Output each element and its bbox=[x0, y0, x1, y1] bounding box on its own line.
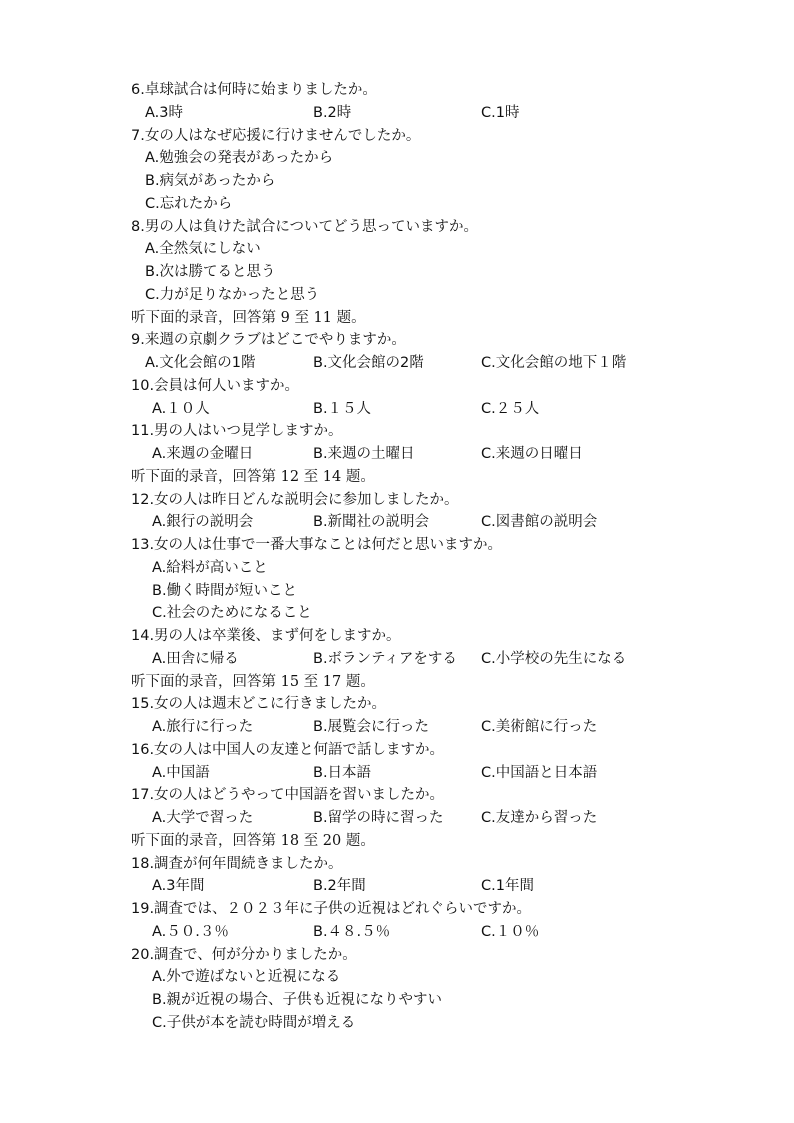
option-9-b: B.文化会館の2階 bbox=[313, 355, 424, 371]
question-13-text: 13.女の人は仕事で一番大事なことは何だと思いますか。 bbox=[131, 537, 503, 553]
option-10-b: B.１５人 bbox=[313, 400, 372, 417]
option-8-a: A.全然気にしない bbox=[145, 241, 261, 258]
option-18-c: C.1年間 bbox=[481, 878, 534, 895]
question-15-options bbox=[0, 716, 794, 739]
question-20 bbox=[0, 944, 794, 967]
option-7-c-line bbox=[0, 193, 794, 216]
option-16-c: C.中国語と日本語 bbox=[481, 764, 598, 781]
question-17-text: 17.女の人はどうやって中国語を習いましたか。 bbox=[131, 787, 445, 804]
question-7 bbox=[0, 125, 794, 148]
question-6 bbox=[0, 79, 794, 102]
option-19-c: C.１０％ bbox=[481, 923, 540, 940]
question-16-text: 16.女の人は中国人の友達と何語で話しますか。 bbox=[131, 741, 445, 758]
option-15-b: B.展覧会に行った bbox=[313, 719, 430, 735]
option-13-a-line bbox=[0, 557, 794, 580]
question-6-options bbox=[0, 102, 794, 125]
question-16 bbox=[0, 739, 794, 762]
option-14-c: C.小学校の先生になる bbox=[481, 650, 627, 667]
question-11-text: 11.男の人はいつ見学しますか。 bbox=[131, 423, 343, 440]
option-17-c: C.友達から習った bbox=[481, 810, 598, 826]
question-14 bbox=[0, 625, 794, 648]
option-11-a: A.来週の金曜日 bbox=[152, 446, 254, 462]
option-18-b: B.2年間 bbox=[313, 878, 366, 895]
question-7-text: 7.女の人はなぜ応援に行けませんでしたか。 bbox=[131, 127, 421, 144]
section-heading-12-14 bbox=[0, 466, 794, 489]
question-17 bbox=[0, 784, 794, 807]
option-20-b-line bbox=[0, 989, 794, 1012]
option-18-a: A.3年間 bbox=[152, 878, 205, 895]
section-heading-18-20 bbox=[0, 830, 794, 853]
section-heading-15-17 bbox=[0, 671, 794, 694]
option-7-a-line bbox=[0, 147, 794, 170]
option-12-b: B.新聞社の説明会 bbox=[313, 514, 430, 531]
option-13-c: C.社会のためになること bbox=[152, 605, 312, 622]
section-heading-12-14-text: 听下面的录音，回答第 12 至 14 题。 bbox=[131, 468, 375, 485]
option-6-c: C.1時 bbox=[481, 104, 520, 121]
question-15-text: 15.女の人は週末どこに行きましたか。 bbox=[131, 696, 387, 713]
option-10-a: A.１０人 bbox=[152, 400, 210, 417]
option-13-b: B.働く時間が短いこと bbox=[152, 582, 298, 599]
option-8-c-line bbox=[0, 284, 794, 307]
option-7-a: A.勉強会の発表があったから bbox=[145, 150, 334, 167]
question-19-options bbox=[0, 921, 794, 944]
option-20-a-line bbox=[0, 966, 794, 989]
question-9 bbox=[0, 329, 794, 352]
option-12-a: A.銀行の説明会 bbox=[152, 514, 254, 531]
question-14-text: 14.男の人は卒業後、まず何をしますか。 bbox=[131, 628, 401, 644]
question-6-text: 6.卓球試合は何時に始まりましたか。 bbox=[131, 82, 377, 98]
option-20-c: C.子供が本を読む時間が増える bbox=[152, 1014, 356, 1031]
question-10 bbox=[0, 375, 794, 398]
question-14-options bbox=[0, 648, 794, 671]
option-19-a: A.５０.３％ bbox=[152, 923, 229, 940]
option-19-b: B.４８.５％ bbox=[313, 923, 391, 940]
option-7-c: C.忘れたから bbox=[145, 195, 233, 212]
question-19 bbox=[0, 898, 794, 921]
option-9-c: C.文化会館の地下１階 bbox=[481, 355, 627, 371]
option-7-b-line bbox=[0, 170, 794, 193]
option-13-b-line bbox=[0, 580, 794, 603]
option-8-c: C.力が足りなかったと思う bbox=[145, 286, 320, 303]
question-17-options bbox=[0, 807, 794, 830]
option-17-a: A.大学で習った bbox=[152, 810, 254, 826]
option-20-b: B.親が近視の場合、子供も近視になりやすい bbox=[152, 992, 443, 1008]
question-11-options bbox=[0, 443, 794, 466]
option-16-a: A.中国語 bbox=[152, 764, 210, 781]
question-11 bbox=[0, 420, 794, 443]
option-13-a: A.給料が高いこと bbox=[152, 559, 268, 576]
option-7-b: B.病気があったから bbox=[145, 173, 276, 189]
question-15 bbox=[0, 693, 794, 716]
option-11-c: C.来週の日曜日 bbox=[481, 446, 583, 462]
question-9-text: 9.来週の京劇クラブはどこでやりますか。 bbox=[131, 332, 406, 349]
question-12 bbox=[0, 489, 794, 512]
option-13-c-line bbox=[0, 602, 794, 625]
question-18 bbox=[0, 853, 794, 876]
section-heading-18-20-text: 听下面的录音，回答第 18 至 20 题。 bbox=[131, 832, 375, 849]
section-heading-9-11 bbox=[0, 307, 794, 330]
option-16-b: B.日本語 bbox=[313, 764, 372, 781]
section-heading-15-17-text: 听下面的录音，回答第 15 至 17 题。 bbox=[131, 673, 375, 690]
question-8 bbox=[0, 216, 794, 239]
option-9-a: A.文化会館の1階 bbox=[145, 355, 256, 371]
option-14-a: A.田舎に帰る bbox=[152, 650, 239, 667]
question-12-options bbox=[0, 511, 794, 534]
option-8-a-line bbox=[0, 238, 794, 261]
option-15-c: C.美術館に行った bbox=[481, 719, 598, 735]
question-9-options bbox=[0, 352, 794, 375]
option-11-b: B.来週の土曜日 bbox=[313, 446, 415, 462]
question-10-options bbox=[0, 398, 794, 421]
option-10-c: C.２５人 bbox=[481, 400, 540, 417]
option-15-a: A.旅行に行った bbox=[152, 719, 254, 735]
section-heading-9-11-text: 听下面的录音，回答第 9 至 11 题。 bbox=[131, 309, 366, 326]
option-14-b: B.ボランティアをする bbox=[313, 650, 457, 667]
question-20-text: 20.調査で、何が分かりましたか。 bbox=[131, 946, 357, 963]
option-12-c: C.図書館の説明会 bbox=[481, 514, 598, 531]
question-18-text: 18.調査が何年間続きましたか。 bbox=[131, 855, 343, 872]
question-19-text: 19.調査では、２０２３年に子供の近視はどれぐらいですか。 bbox=[131, 901, 532, 917]
option-8-b: B.次は勝てると思う bbox=[145, 264, 276, 280]
option-6-a: A.3時 bbox=[145, 104, 183, 121]
question-12-text: 12.女の人は昨日どんな説明会に参加しましたか。 bbox=[131, 491, 459, 508]
option-20-c-line bbox=[0, 1012, 794, 1035]
option-17-b: B.留学の時に習った bbox=[313, 810, 444, 826]
question-18-options bbox=[0, 875, 794, 898]
option-20-a: A.外で遊ばないと近視になる bbox=[152, 969, 341, 986]
question-8-text: 8.男の人は負けた試合についてどう思っていますか。 bbox=[131, 218, 479, 235]
question-16-options bbox=[0, 762, 794, 785]
option-8-b-line bbox=[0, 261, 794, 284]
option-6-b: B.2時 bbox=[313, 104, 352, 121]
question-13 bbox=[0, 534, 794, 557]
question-10-text: 10.会員は何人いますか。 bbox=[131, 377, 300, 394]
